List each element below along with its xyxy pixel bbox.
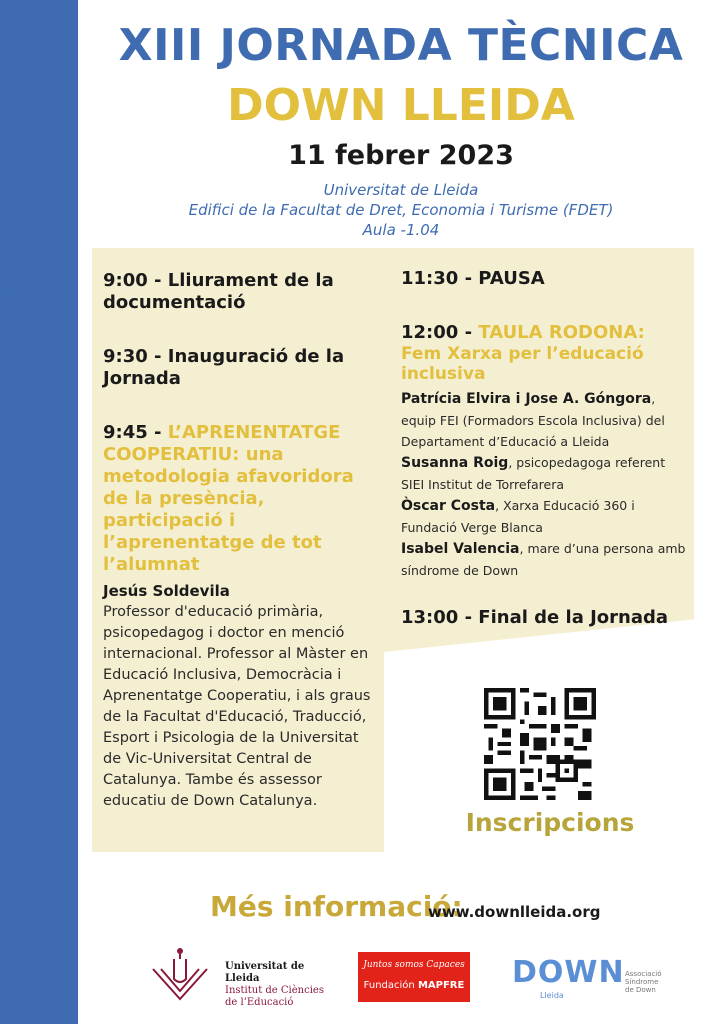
program-item-0945: [103, 422, 381, 576]
udl-institute-line1: Institut de Ciències: [225, 985, 324, 996]
mapfre-logo: [358, 952, 470, 1002]
udl-name: Universitat de Lleida: [225, 961, 305, 984]
panelist-name: Òscar Costa: [401, 498, 496, 514]
speaker-name: Jesús Soldevila: [103, 582, 230, 600]
panelist: [401, 452, 691, 495]
mapfre-name: [358, 980, 470, 991]
down-lleida-logo: [512, 955, 662, 1005]
panelist: [401, 538, 691, 581]
program-item-1200: [401, 322, 691, 344]
more-info-link[interactable]: www.downlleida.org: [428, 903, 601, 921]
side-bar: [0, 0, 78, 1024]
venue: [78, 180, 724, 240]
program-item-0930: 9:30 - Inauguració de la Jornada: [103, 346, 345, 389]
title-line2: DOWN LLEIDA: [227, 80, 575, 131]
more-info-label: Més informació:: [210, 890, 463, 923]
event-date: 11 febrer 2023: [288, 140, 514, 171]
udl-institute-line2: de l’Educació: [225, 997, 294, 1008]
mapfre-name-bold: MAPFRE: [417, 980, 465, 991]
down-assoc-line2: Síndrome: [625, 978, 659, 986]
udl-logo: [145, 945, 335, 1008]
program-item-1200-subtitle: Fem Xarxa per l’educació inclusiva: [401, 344, 644, 384]
speaker-bio: Professor d'educació primària, psicopedagog i doctor en menció internacional. Professor al Màster en Educació Inclusiva, Democràcia i Aprenentatge Cooperatiu, i als graus de la Facultat d'Educació, Traducció, Esport i Psicologia de la Universitat de Vic-Universitat Central de Catalunya. Tambe és assessor educatiu de Down Catalunya.: [103, 604, 371, 809]
down-word: DOWN: [512, 955, 625, 990]
program-column-left: [103, 270, 381, 812]
panelist: [401, 388, 691, 452]
panelist-desc: , psicopedagoga referent SIEI Institut de Torrefarera: [401, 455, 666, 492]
panelist: [401, 495, 691, 538]
program-item-0945-title: L’APRENENTATGE COOPERATIU:: [103, 422, 341, 465]
panelist-desc: , Xarxa Educació 360 i Fundació Verge Blanca: [401, 498, 635, 535]
program-item-0945-time: 9:45 -: [103, 422, 168, 443]
panelist-name: Isabel Valencia: [401, 541, 520, 557]
venue-line3: Aula -1.04: [362, 221, 440, 239]
program-column-right: [401, 268, 691, 629]
registration-label[interactable]: Inscripcions: [465, 808, 635, 837]
panelist-desc: , equip FEI (Formadors Escola Inclusiva) del Departament d’Educació a Lleida: [401, 391, 665, 449]
program-item-1200-time: 12:00 -: [401, 322, 479, 343]
qr-code[interactable]: [484, 688, 596, 800]
program-item-1130: 11:30 - PAUSA: [401, 268, 545, 289]
program-item-0945-subtitle: una metodologia afavoridora de la presència, participació i l’aprenentatge de tot l’alumnat: [103, 444, 354, 575]
udl-text: [225, 961, 335, 1009]
panelist-name: Patrícia Elvira i Jose A. Góngora: [401, 391, 652, 407]
panelist-desc: , mare d’una persona amb síndrome de Down: [401, 541, 686, 578]
mapfre-name-prefix: Fundación: [363, 980, 418, 991]
down-sub: Lleida: [540, 991, 564, 1000]
mapfre-tagline: Juntos somos Capaces: [363, 960, 465, 970]
panelist-name: Susanna Roig: [401, 455, 509, 471]
down-assoc-line1: Associació: [625, 970, 662, 978]
program-item-1200-title: TAULA RODONA:: [478, 322, 645, 343]
program-item-1300: 13:00 - Final de la Jornada: [401, 607, 669, 628]
side-fragment-text: m: [0, 280, 15, 298]
venue-line2: Edifici de la Facultat de Dret, Economia i Turisme (FDET): [188, 201, 614, 219]
program-item-0900: 9:00 - Lliurament de la documentació: [103, 270, 334, 313]
venue-line1: Universitat de Lleida: [323, 181, 479, 199]
down-association: [625, 970, 662, 994]
udl-emblem-icon: [145, 945, 215, 1005]
down-assoc-line3: de Down: [625, 986, 656, 994]
title-line1: XIII JORNADA TÈCNICA: [118, 20, 684, 71]
